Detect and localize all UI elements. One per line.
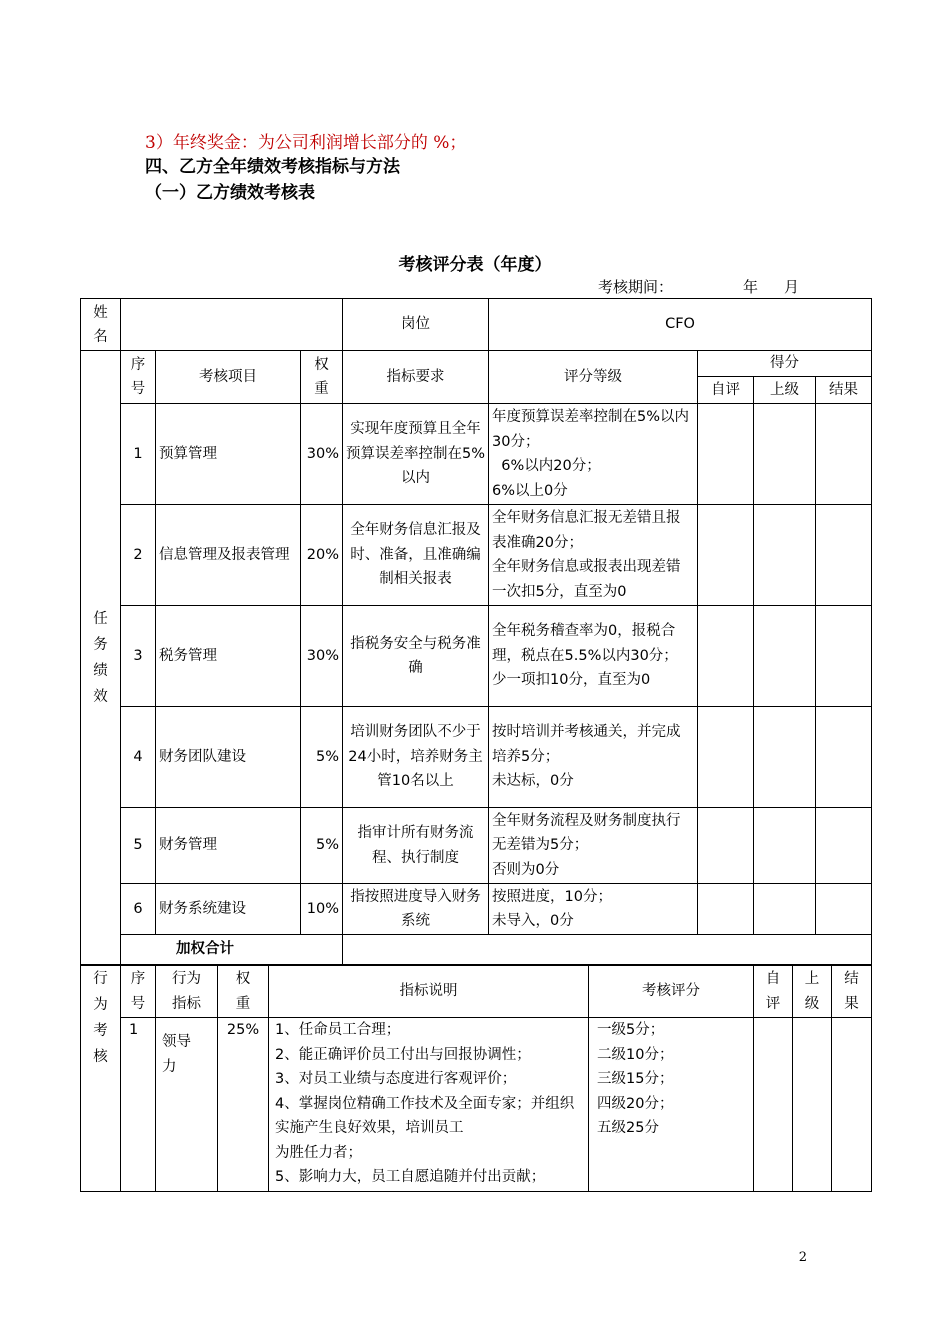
row-superior <box>754 404 816 505</box>
row-requirement: 实现年度预算且全年预算误差率控制在5%以内 <box>343 404 489 505</box>
col-item: 考核项目 <box>156 351 301 404</box>
col-self: 自 评 <box>754 966 793 1018</box>
row-item: 信息管理及报表管理 <box>156 505 301 606</box>
row-no: 1 <box>121 1018 156 1192</box>
name-value <box>121 299 343 351</box>
row-grade: 按照进度，10分； 未导入，0分 <box>489 884 698 935</box>
row-requirement: 培训财务团队不少于24小时，培养财务主管10名以上 <box>343 707 489 808</box>
table-title: 考核评分表（年度） <box>398 255 552 275</box>
col-indicator: 行为 指标 <box>156 966 218 1018</box>
weighted-total-label: 加权合计 <box>121 935 343 965</box>
row-superior <box>754 808 816 884</box>
behavior-section-label: 行 为 考 核 <box>81 966 121 1192</box>
position-value: CFO <box>489 299 872 351</box>
row-weight: 10% <box>301 884 343 935</box>
row-requirement: 全年财务信息汇报及时、准备，且准确编制相关报表 <box>343 505 489 606</box>
row-no: 3 <box>121 606 156 707</box>
period-month: 月 <box>784 278 800 296</box>
row-weight: 5% <box>301 707 343 808</box>
task-section-label: 任 务 绩 效 <box>81 351 121 965</box>
row-superior <box>754 884 816 935</box>
col-description: 指标说明 <box>269 966 589 1018</box>
row-self <box>698 606 754 707</box>
assessment-table <box>80 298 872 965</box>
row-weight: 20% <box>301 505 343 606</box>
col-weight: 权 重 <box>301 351 343 404</box>
col-superior: 上 级 <box>793 966 832 1018</box>
row-requirement: 指税务安全与税务准确 <box>343 606 489 707</box>
row-requirement: 指审计所有财务流程、执行制度 <box>343 808 489 884</box>
table-row <box>81 404 872 505</box>
row-indicator: 领导 力 <box>156 1018 218 1192</box>
row-no: 6 <box>121 884 156 935</box>
row-item: 财务管理 <box>156 808 301 884</box>
row-self <box>698 707 754 808</box>
table-row <box>81 1018 872 1192</box>
row-no: 2 <box>121 505 156 606</box>
col-self: 自评 <box>698 377 754 404</box>
row-self <box>754 1018 793 1192</box>
row-result <box>816 808 872 884</box>
row-self <box>698 808 754 884</box>
row-item: 财务系统建设 <box>156 884 301 935</box>
col-score: 得分 <box>698 351 872 377</box>
row-weight: 25% <box>218 1018 269 1192</box>
row-result <box>832 1018 872 1192</box>
row-self <box>698 404 754 505</box>
row-self <box>698 505 754 606</box>
row-result <box>816 404 872 505</box>
row-result <box>816 884 872 935</box>
row-item: 财务团队建设 <box>156 707 301 808</box>
row-grade: 按时培训并考核通关，并完成培养5分； 未达标，0分 <box>489 707 698 808</box>
col-requirement: 指标要求 <box>343 351 489 404</box>
row-grade: 年度预算误差率控制在5%以内30分； 6%以内20分； 6%以上0分 <box>489 404 698 505</box>
row-requirement: 指按照进度导入财务系统 <box>343 884 489 935</box>
row-grade: 全年税务稽查率为0，报税合理，税点在5.5%以内30分； 少一项扣10分，直至为0 <box>489 606 698 707</box>
row-result <box>816 707 872 808</box>
table-row <box>81 707 872 808</box>
row-superior <box>754 707 816 808</box>
period-label: 考核期间： <box>598 278 674 296</box>
row-superior <box>754 505 816 606</box>
row-grade: 全年财务信息汇报无差错且报表准确20分； 全年财务信息或报表出现差错一次扣5分，直至为0 <box>489 505 698 606</box>
row-scoring: 一级5分； 二级10分； 三级15分； 四级20分； 五级25分 <box>589 1018 754 1192</box>
behavior-table <box>80 965 872 1192</box>
table-row <box>81 808 872 884</box>
row-grade: 全年财务流程及财务制度执行无差错为5分； 否则为0分 <box>489 808 698 884</box>
name-label: 姓 名 <box>81 299 121 351</box>
row-no: 1 <box>121 404 156 505</box>
col-result: 结 果 <box>832 966 872 1018</box>
section-heading-4: 四、乙方全年绩效考核指标与方法 <box>145 157 400 177</box>
col-scoring: 考核评分 <box>589 966 754 1018</box>
subsection-heading: （一）乙方绩效考核表 <box>145 183 315 203</box>
position-label: 岗位 <box>343 299 489 351</box>
bonus-clause: 3）年终奖金：为公司利润增长部分的 %； <box>145 133 467 153</box>
row-no: 5 <box>121 808 156 884</box>
col-weight: 权 重 <box>218 966 269 1018</box>
row-item: 税务管理 <box>156 606 301 707</box>
row-no: 4 <box>121 707 156 808</box>
col-superior: 上级 <box>754 377 816 404</box>
table-row <box>81 606 872 707</box>
row-item: 预算管理 <box>156 404 301 505</box>
col-result: 结果 <box>816 377 872 404</box>
table-row <box>81 884 872 935</box>
row-superior <box>793 1018 832 1192</box>
row-description: 1、任命员工合理； 2、能正确评价员工付出与回报协调性； 3、对员工业绩与态度进行客观评价； 4、掌握岗位精确工作技术及全面专家；并组织实施产生良好效果，培训员工 为胜任力者； 5、影响力大，员工自愿追随并付出贡献； <box>269 1018 589 1192</box>
row-result <box>816 606 872 707</box>
row-result <box>816 505 872 606</box>
page-number: 2 <box>798 1250 807 1265</box>
table-row <box>81 505 872 606</box>
col-no: 序 号 <box>121 966 156 1018</box>
row-superior <box>754 606 816 707</box>
row-self <box>698 884 754 935</box>
row-weight: 30% <box>301 606 343 707</box>
col-no: 序 号 <box>121 351 156 404</box>
period-year: 年 <box>743 278 759 296</box>
assessment-period <box>598 276 799 297</box>
weighted-total-value <box>343 935 872 965</box>
row-weight: 5% <box>301 808 343 884</box>
col-grade: 评分等级 <box>489 351 698 404</box>
row-weight: 30% <box>301 404 343 505</box>
